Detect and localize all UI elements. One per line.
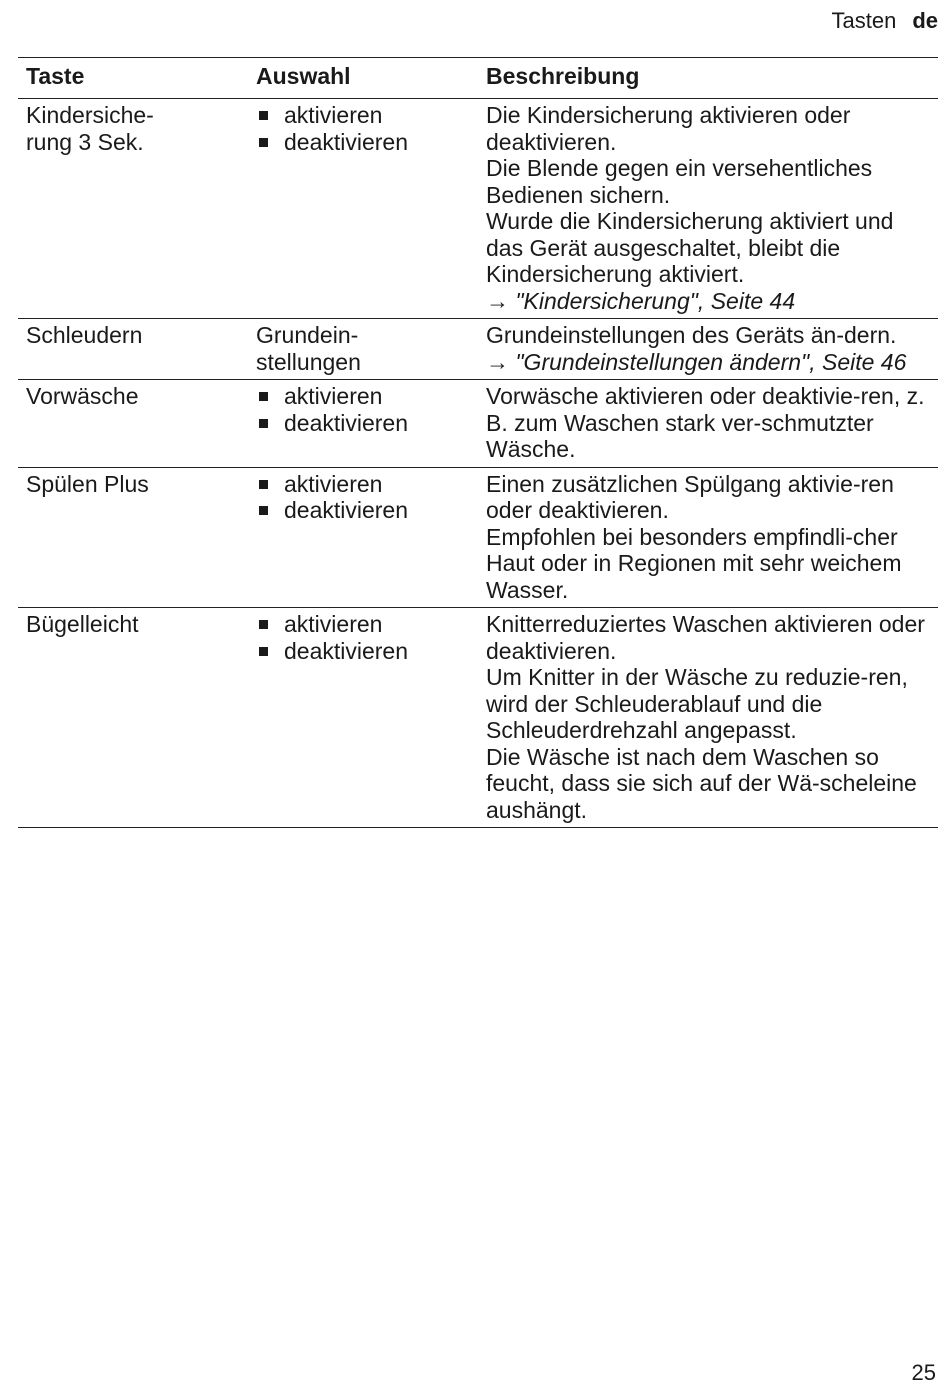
section-title: Tasten xyxy=(831,8,897,33)
arrow-right-icon: → xyxy=(486,287,516,314)
description-text: Um Knitter in der Wäsche zu reduzie-​ren, wird der Schleuderablauf und die Schleuderdrehzahl angepasst. xyxy=(486,664,908,743)
cell-taste xyxy=(18,99,248,319)
language-code: de xyxy=(912,8,938,33)
square-bullet-icon xyxy=(259,111,268,120)
description-text: Grundeinstellungen des Geräts än-​dern. xyxy=(486,322,897,348)
option-label: aktivieren xyxy=(284,470,383,497)
description-text: Knitterreduziertes Waschen aktivieren oder deaktivieren. xyxy=(486,611,925,664)
cross-reference-link[interactable] xyxy=(486,288,932,315)
square-bullet-icon xyxy=(259,419,268,428)
square-bullet-icon xyxy=(259,480,268,489)
taste-label-line: Kindersiche- xyxy=(26,102,154,128)
square-bullet-icon xyxy=(259,620,268,629)
description-text: Empfohlen bei besonders empfindli-​cher Haut oder in Regionen mit sehr weichem Wasser. xyxy=(486,523,902,603)
square-bullet-icon xyxy=(259,506,268,515)
page-number: 25 xyxy=(911,1360,936,1385)
arrow-right-icon: → xyxy=(486,348,516,375)
taste-label-line: rung 3 Sek. xyxy=(26,128,144,155)
option-label: aktivieren xyxy=(284,102,383,128)
cell-beschreibung xyxy=(478,99,938,319)
column-header-auswahl: Auswahl xyxy=(248,58,478,99)
option-label: aktivieren xyxy=(284,611,383,637)
table-header-row xyxy=(18,58,938,99)
reference-text: "Kindersicherung", Seite 44 xyxy=(515,287,796,314)
cell-auswahl xyxy=(248,380,478,468)
cell-taste xyxy=(18,380,248,468)
cell-beschreibung xyxy=(478,608,938,828)
cell-beschreibung xyxy=(478,467,938,608)
table-row xyxy=(18,99,938,319)
description-text: Die Kindersicherung aktivieren oder deaktivieren. xyxy=(486,102,851,155)
option-list xyxy=(256,611,472,664)
auswahl-text-line: Grundein- xyxy=(256,322,359,348)
square-bullet-icon xyxy=(259,138,268,147)
table-row xyxy=(18,467,938,608)
page-header xyxy=(831,7,938,35)
option-label: deaktivieren xyxy=(284,409,409,436)
option-item xyxy=(256,383,472,410)
description-text: Vorwäsche aktivieren oder deaktivie-​ren, z. B. zum Waschen stark ver-​schmutzter Wäsche. xyxy=(486,383,925,462)
column-header-beschreibung: Beschreibung xyxy=(478,58,938,99)
description-text: Die Blende gegen ein versehentliches Bedienen sichern. xyxy=(486,155,873,208)
description-text: Wurde die Kindersicherung aktiviert und das Gerät ausgeschaltet, bleibt die Kindersicherung aktiviert. xyxy=(486,208,894,287)
option-item xyxy=(256,129,472,156)
option-list xyxy=(256,471,472,524)
taste-label-line: Spülen Plus xyxy=(26,470,149,497)
taste-label-line: Schleudern xyxy=(26,322,143,348)
cell-auswahl xyxy=(248,99,478,319)
description-text: Die Wäsche ist nach dem Waschen so feucht, dass sie sich auf der Wä-​scheleine aushängt. xyxy=(486,743,917,823)
option-item xyxy=(256,410,472,437)
option-item xyxy=(256,471,472,498)
cell-auswahl xyxy=(248,608,478,828)
cell-beschreibung xyxy=(478,380,938,468)
option-label: deaktivieren xyxy=(284,497,409,523)
table-row xyxy=(18,380,938,468)
option-item xyxy=(256,497,472,524)
cell-taste xyxy=(18,319,248,380)
option-item xyxy=(256,611,472,638)
description-text: Einen zusätzlichen Spülgang aktivie-​ren oder deaktivieren. xyxy=(486,470,894,523)
option-item xyxy=(256,102,472,129)
settings-table xyxy=(18,57,938,828)
auswahl-text-line: stellungen xyxy=(256,348,361,375)
table-body xyxy=(18,99,938,828)
table-row xyxy=(18,319,938,380)
option-item xyxy=(256,638,472,665)
cell-beschreibung xyxy=(478,319,938,380)
cross-reference-link[interactable] xyxy=(486,349,932,376)
square-bullet-icon xyxy=(259,392,268,401)
table-row xyxy=(18,608,938,828)
cell-auswahl xyxy=(248,319,478,380)
taste-label-line: Vorwäsche xyxy=(26,383,139,409)
cell-auswahl xyxy=(248,467,478,608)
option-list xyxy=(256,383,472,436)
cell-taste xyxy=(18,467,248,608)
option-list xyxy=(256,102,472,155)
taste-label-line: Bügelleicht xyxy=(26,611,139,637)
option-label: deaktivieren xyxy=(284,637,409,664)
cell-taste xyxy=(18,608,248,828)
reference-text: "Grundeinstellungen ändern", Seite 46 xyxy=(515,348,907,375)
square-bullet-icon xyxy=(259,647,268,656)
option-label: aktivieren xyxy=(284,383,383,409)
option-label: deaktivieren xyxy=(284,128,409,155)
column-header-taste: Taste xyxy=(18,58,248,99)
